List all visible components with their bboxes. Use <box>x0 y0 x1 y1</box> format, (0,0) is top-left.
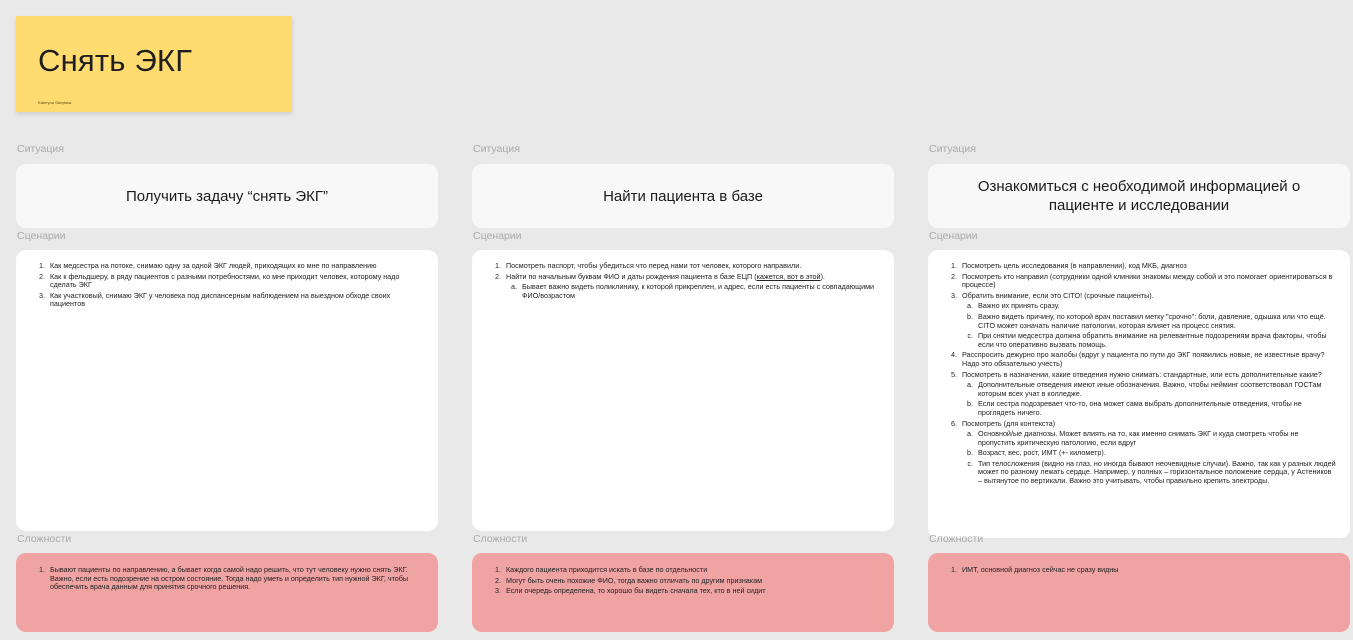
sub-list <box>962 430 1336 486</box>
scenarios-label: Сценарии <box>17 230 66 242</box>
scenarios-card[interactable] <box>928 250 1350 538</box>
list-item: 2. Как к фельдшеру, в ряду пациентов с разными потребностями, ко мне приходит человек, которому надо сделать ЭКГ <box>47 273 424 290</box>
sub-list-item: a. Важно их принять сразу. <box>975 302 1336 311</box>
scenarios-label: Сценарии <box>929 230 978 242</box>
scenarios-list <box>950 262 1336 486</box>
difficulties-label: Сложности <box>17 533 72 545</box>
list-item: 1. Посмотреть паспорт, чтобы убедиться что перед нами тот человек, которого направили. <box>503 262 880 271</box>
list-item: 1. Как медсестра на потоке, снимаю одну за одной ЭКГ людей, приходящих ко мне по направлению <box>47 262 424 271</box>
difficulties-label: Сложности <box>473 533 528 545</box>
situation-card[interactable] <box>472 164 894 228</box>
sub-list-item: b. Важно видеть причину, по которой врач поставил метку "срочно": боли, давление, одышка или что ещё. CITO может означать наличие патологии, которая влияет на процесс снятия. <box>975 313 1336 330</box>
author-label: Kateryna Savytska <box>38 100 72 105</box>
difficulties-list <box>950 566 1336 575</box>
difficulties-card[interactable] <box>472 553 894 632</box>
difficulties-list <box>38 566 424 592</box>
list-item-text: Бывают пациенты по направлению, а бывает когда самой надо решить, что тут человеку нужно снять ЭКГ. <box>50 565 408 574</box>
scenarios-label: Сценарии <box>473 230 522 242</box>
list-item: 2. Могут быть очень похожие ФИО, тогда важно отличать по другим признакам <box>503 577 880 586</box>
ecp-link[interactable]: кажется, вот в этой <box>756 271 821 281</box>
list-item: 3. Если очередь определена, то хорошо бы видеть сначала тех, кто в ней сидит <box>503 587 880 596</box>
situation-card[interactable] <box>16 164 438 228</box>
sub-list-item: a. Основной/ые диагнозы. Может влиять на то, как именно снимать ЭКГ и куда смотреть чтобы не пропустить критическую патологию, если вдруг <box>975 430 1336 447</box>
list-item <box>959 420 1336 486</box>
list-item-text: Посмотреть в назначении, какие отведения нужно снимать: стандартные, или есть дополнительные какие? <box>962 369 1322 379</box>
situation-label: Ситуация <box>929 143 976 155</box>
sub-list-item: b. Если сестра подозревает что-то, она может сама выбрать дополнительные отведения, чтобы не проглядеть ничего. <box>975 400 1336 417</box>
list-item-text: Обратить внимание, если это CITO! (срочные пациенты). <box>962 290 1154 300</box>
difficulties-card[interactable] <box>16 553 438 632</box>
difficulties-label: Сложности <box>929 533 984 545</box>
situation-label: Ситуация <box>17 143 64 155</box>
sub-list <box>962 302 1336 349</box>
scenarios-card[interactable] <box>16 250 438 531</box>
list-item-text-end: ). <box>820 271 825 281</box>
sub-list <box>962 381 1336 417</box>
list-item-text: Посмотреть (для контекста) <box>962 418 1056 428</box>
list-item <box>959 371 1336 418</box>
sub-list-item: b. Возраст, вес, рост, ИМТ (+- километр). <box>975 449 1336 458</box>
list-item: 1. Посмотреть цель исследования (в направлении), код МКБ, диагноз <box>959 262 1336 271</box>
list-item-text: Найти по начальным буквам ФИО и даты рождения пациента в базе ЕЦП ( <box>506 271 757 281</box>
sub-list <box>506 283 880 300</box>
difficulties-card[interactable] <box>928 553 1350 632</box>
sub-list-item: c. Тип телосложения (видно на глаз, но иногда бывают неочевидные случаи). Важно, так как у разных людей может по разному лежать сердце. Например, у полных – горизонтальное положение сердца, у Астеников – вытянутое по вертикали. Важно это учитывать, чтобы правильно крепить электроды. <box>975 460 1336 486</box>
list-item <box>47 566 424 592</box>
list-item: 1. Каждого пациента приходится искать в базе по отдельности <box>503 566 880 575</box>
situation-text: Найти пациента в базе <box>603 187 763 205</box>
difficulties-list <box>494 566 880 596</box>
list-item: 3. Как участковый, снимаю ЭКГ у человека под диспансерным наблюдением на выездном обходе своих пациентов <box>47 292 424 309</box>
situation-label: Ситуация <box>473 143 520 155</box>
situation-text: Получить задачу “снять ЭКГ” <box>126 187 328 205</box>
situation-card[interactable] <box>928 164 1350 228</box>
sub-list-item: a. Бывает важно видеть поликлинику, к которой прикреплен, и адрес, если есть пациенты с совпадающими ФИО/возрастом <box>519 283 880 300</box>
list-item: 2. Посмотреть кто направил (сотрудники одной клиники знакомы между собой и это помогает ориентироваться в процессе) <box>959 273 1336 290</box>
list-item: 1. ИМТ, основной диагноз сейчас не сразу видны <box>959 566 1336 575</box>
title-sticky-note[interactable] <box>16 16 292 112</box>
situation-text: Ознакомиться с необходимой информацией о пациенте и исследовании <box>977 178 1301 214</box>
list-item: 4. Расспросить дежурно про жалобы (вдруг у пациента по пути до ЭКГ появились новые, не известные врачу? Надо это обязательно учесть) <box>959 351 1336 368</box>
list-item <box>959 292 1336 350</box>
scenarios-card[interactable] <box>472 250 894 531</box>
sub-list-item: a. Дополнительные отведения имеют иные обозначения. Важно, чтобы нейминг соответствовал ГОСТам которым всех учат в колледже. <box>975 381 1336 398</box>
scenarios-list <box>38 262 424 309</box>
sub-list-item: c. При снятии медсестра должна обратить внимание на релевантные подозрениям врача факторы, чтобы если что оперативно вызвать помощь. <box>975 332 1336 349</box>
page-title: Снять ЭКГ <box>38 43 193 78</box>
list-item <box>503 273 880 301</box>
list-item-extra: Важно, если есть подозрение на остром состояние. Тогда надо уметь и определить тип нужной ЭКГ, чтобы обеспечить врача данным для принятия срочного решения. <box>50 573 409 592</box>
scenarios-list <box>494 262 880 300</box>
